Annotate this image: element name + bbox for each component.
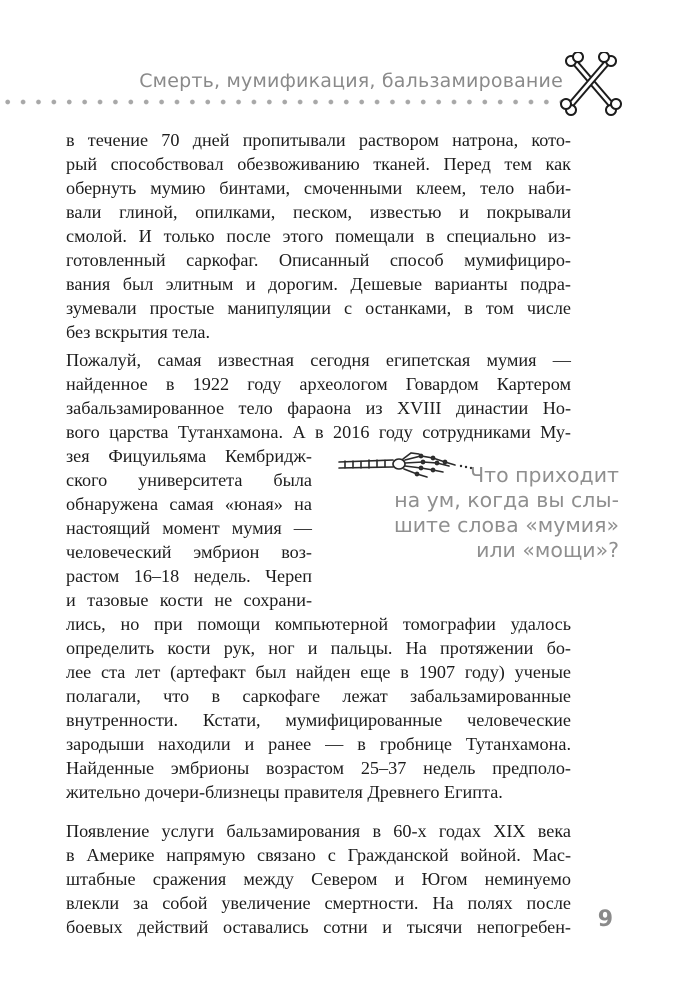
text-line: смолой. И только после этого помещали в специально из- xyxy=(66,226,571,246)
text-line: обернуть мумию бинтами, смоченными клеем, тело наби- xyxy=(66,178,571,198)
text-line: обнаружена самая «юная» на xyxy=(66,494,312,514)
text-line: Появление услуги бальзамирования в 60-х годах XIX века xyxy=(66,821,571,841)
text-line: жительно дочери-близнецы правителя Древнего Египта. xyxy=(66,782,503,802)
callout-line: шите слова «мумия» xyxy=(393,513,619,537)
callout-line: на ум, когда вы слы- xyxy=(394,488,619,512)
text-line: в течение 70 дней пропитывали раствором натрона, кото- xyxy=(66,130,571,150)
text-line: боевых действий оставались сотни и тысячи непогребен- xyxy=(66,917,571,937)
text-line: растом 16–18 недель. Череп xyxy=(66,566,312,586)
text-line: зумевали простые манипуляции с останками, в том числе xyxy=(66,298,571,318)
text-line: вания был элитным и дорогим. Дешевые варианты подра- xyxy=(66,274,571,294)
text-line: настоящий момент мумия — xyxy=(66,518,312,538)
text-line: зея Фицуильяма Кембридж- xyxy=(66,446,312,466)
running-header-title: Смерть, мумификация, бальзамирование xyxy=(139,70,563,92)
text-line: Найденные эмбрионы возрастом 25–37 недель предполо- xyxy=(66,758,571,778)
text-line: человеческий эмбрион воз- xyxy=(66,542,312,562)
text-line: рый способствовал обезвоживанию тканей. Перед тем как xyxy=(66,154,571,174)
text-line: полагали, что в саркофаге лежат забальзамированные xyxy=(66,686,571,706)
callout-question xyxy=(359,463,619,563)
text-line: и тазовые кости не сохрани- xyxy=(66,590,312,610)
text-line: лее ста лет (артефакт был найден еще в 1907 году) ученые xyxy=(66,662,571,682)
header-dotted-rule xyxy=(0,98,568,106)
text-line: забальзамированное тело фараона из XVIII династии Но- xyxy=(66,398,571,418)
text-line: влекли за собой увеличение смертности. На полях после xyxy=(66,893,571,913)
page-number: 9 xyxy=(597,907,613,932)
callout-line: Что приходит xyxy=(470,463,619,487)
text-line: Пожалуй, самая известная сегодня египетская мумия — xyxy=(66,350,571,370)
crossed-bones-icon xyxy=(557,52,625,120)
text-line: готовленный саркофаг. Описанный способ мумифициро- xyxy=(66,250,571,270)
text-line: зародыши находили и ранее — в гробнице Тутанхамона. xyxy=(66,734,571,754)
text-line: в Америке напрямую связано с Гражданской войной. Мас- xyxy=(66,845,571,865)
paragraph-1 xyxy=(66,128,571,344)
text-line: лись, но при помощи компьютерной томографии удалось xyxy=(66,614,571,634)
text-line: найденное в 1922 году археологом Говардом Картером xyxy=(66,374,571,394)
text-line: штабные сражения между Севером и Югом неминуемо xyxy=(66,869,571,889)
callout-line: или «мощи»? xyxy=(476,538,619,562)
text-line: вого царства Тутанхамона. А в 2016 году сотрудниками Му- xyxy=(66,422,571,442)
paragraph-2 xyxy=(66,348,571,804)
paragraph-3 xyxy=(66,819,571,939)
text-line: определить кости рук, ног и пальцы. На протяжении бо- xyxy=(66,638,571,658)
text-line: вали глиной, опилками, песком, известью и покрывали xyxy=(66,202,571,222)
text-line: внутренности. Кстати, мумифицированные человеческие xyxy=(66,710,571,730)
text-line: ского университета была xyxy=(66,470,312,490)
text-line: без вскрытия тела. xyxy=(66,322,211,342)
